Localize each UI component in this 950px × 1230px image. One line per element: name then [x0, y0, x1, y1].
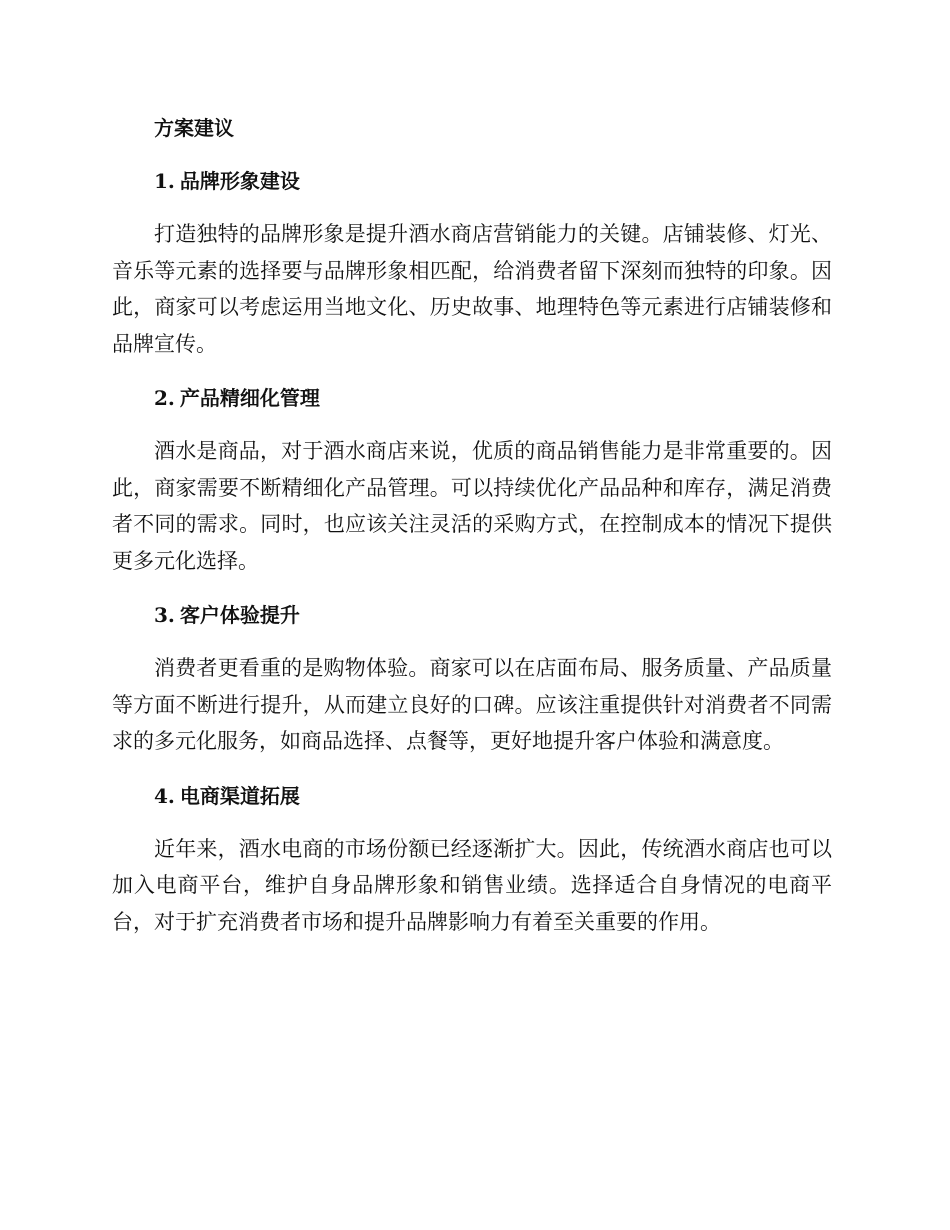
section-paragraph: 消费者更看重的是购物体验。商家可以在店面布局、服务质量、产品质量等方面不断进行提升，从而建立良好的口碑。应该注重提供针对消费者不同需求的多元化服务，如商品选择、点餐等，更好地提升客户体验和满意度。 [112, 656, 832, 753]
section-paragraph: 打造独特的品牌形象是提升酒水商店营销能力的关键。店铺装修、灯光、音乐等元素的选择要与品牌形象相匹配，给消费者留下深刻而独特的印象。因此，商家可以考虑运用当地文化、历史故事、地理特色等元素进行店铺装修和品牌宣传。 [112, 222, 832, 356]
section-product-management [112, 380, 832, 579]
section-ecommerce-expansion [112, 778, 832, 941]
section-number: 1. [154, 169, 175, 193]
section-heading [112, 597, 832, 633]
document-title: 方案建议 [154, 116, 234, 140]
section-title: 品牌形象建设 [179, 169, 300, 193]
section-title: 电商渠道拓展 [179, 783, 300, 808]
section-paragraph: 近年来，酒水电商的市场份额已经逐渐扩大。因此，传统酒水商店也可以加入电商平台，维护自身品牌形象和销售业绩。选择适合自身情况的电商平台，对于扩充消费者市场和提升品牌影响力有着至关重要的作用。 [112, 836, 832, 934]
section-number: 3. [154, 603, 175, 627]
document-content [112, 110, 832, 958]
section-customer-experience [112, 597, 832, 760]
section-title: 产品精细化管理 [179, 386, 320, 410]
section-brand-image [112, 163, 832, 362]
section-heading [112, 778, 832, 814]
section-number: 2. [154, 386, 175, 410]
section-title: 客户体验提升 [179, 603, 300, 627]
section-heading [112, 163, 832, 199]
section-number: 4. [154, 783, 175, 808]
section-heading [112, 380, 832, 416]
section-paragraph: 酒水是商品，对于酒水商店来说，优质的商品销售能力是非常重要的。因此，商家需要不断精细化产品管理。可以持续优化产品品种和库存，满足消费者不同的需求。同时，也应该关注灵活的采购方式，在控制成本的情况下提供更多元化选择。 [112, 439, 832, 573]
